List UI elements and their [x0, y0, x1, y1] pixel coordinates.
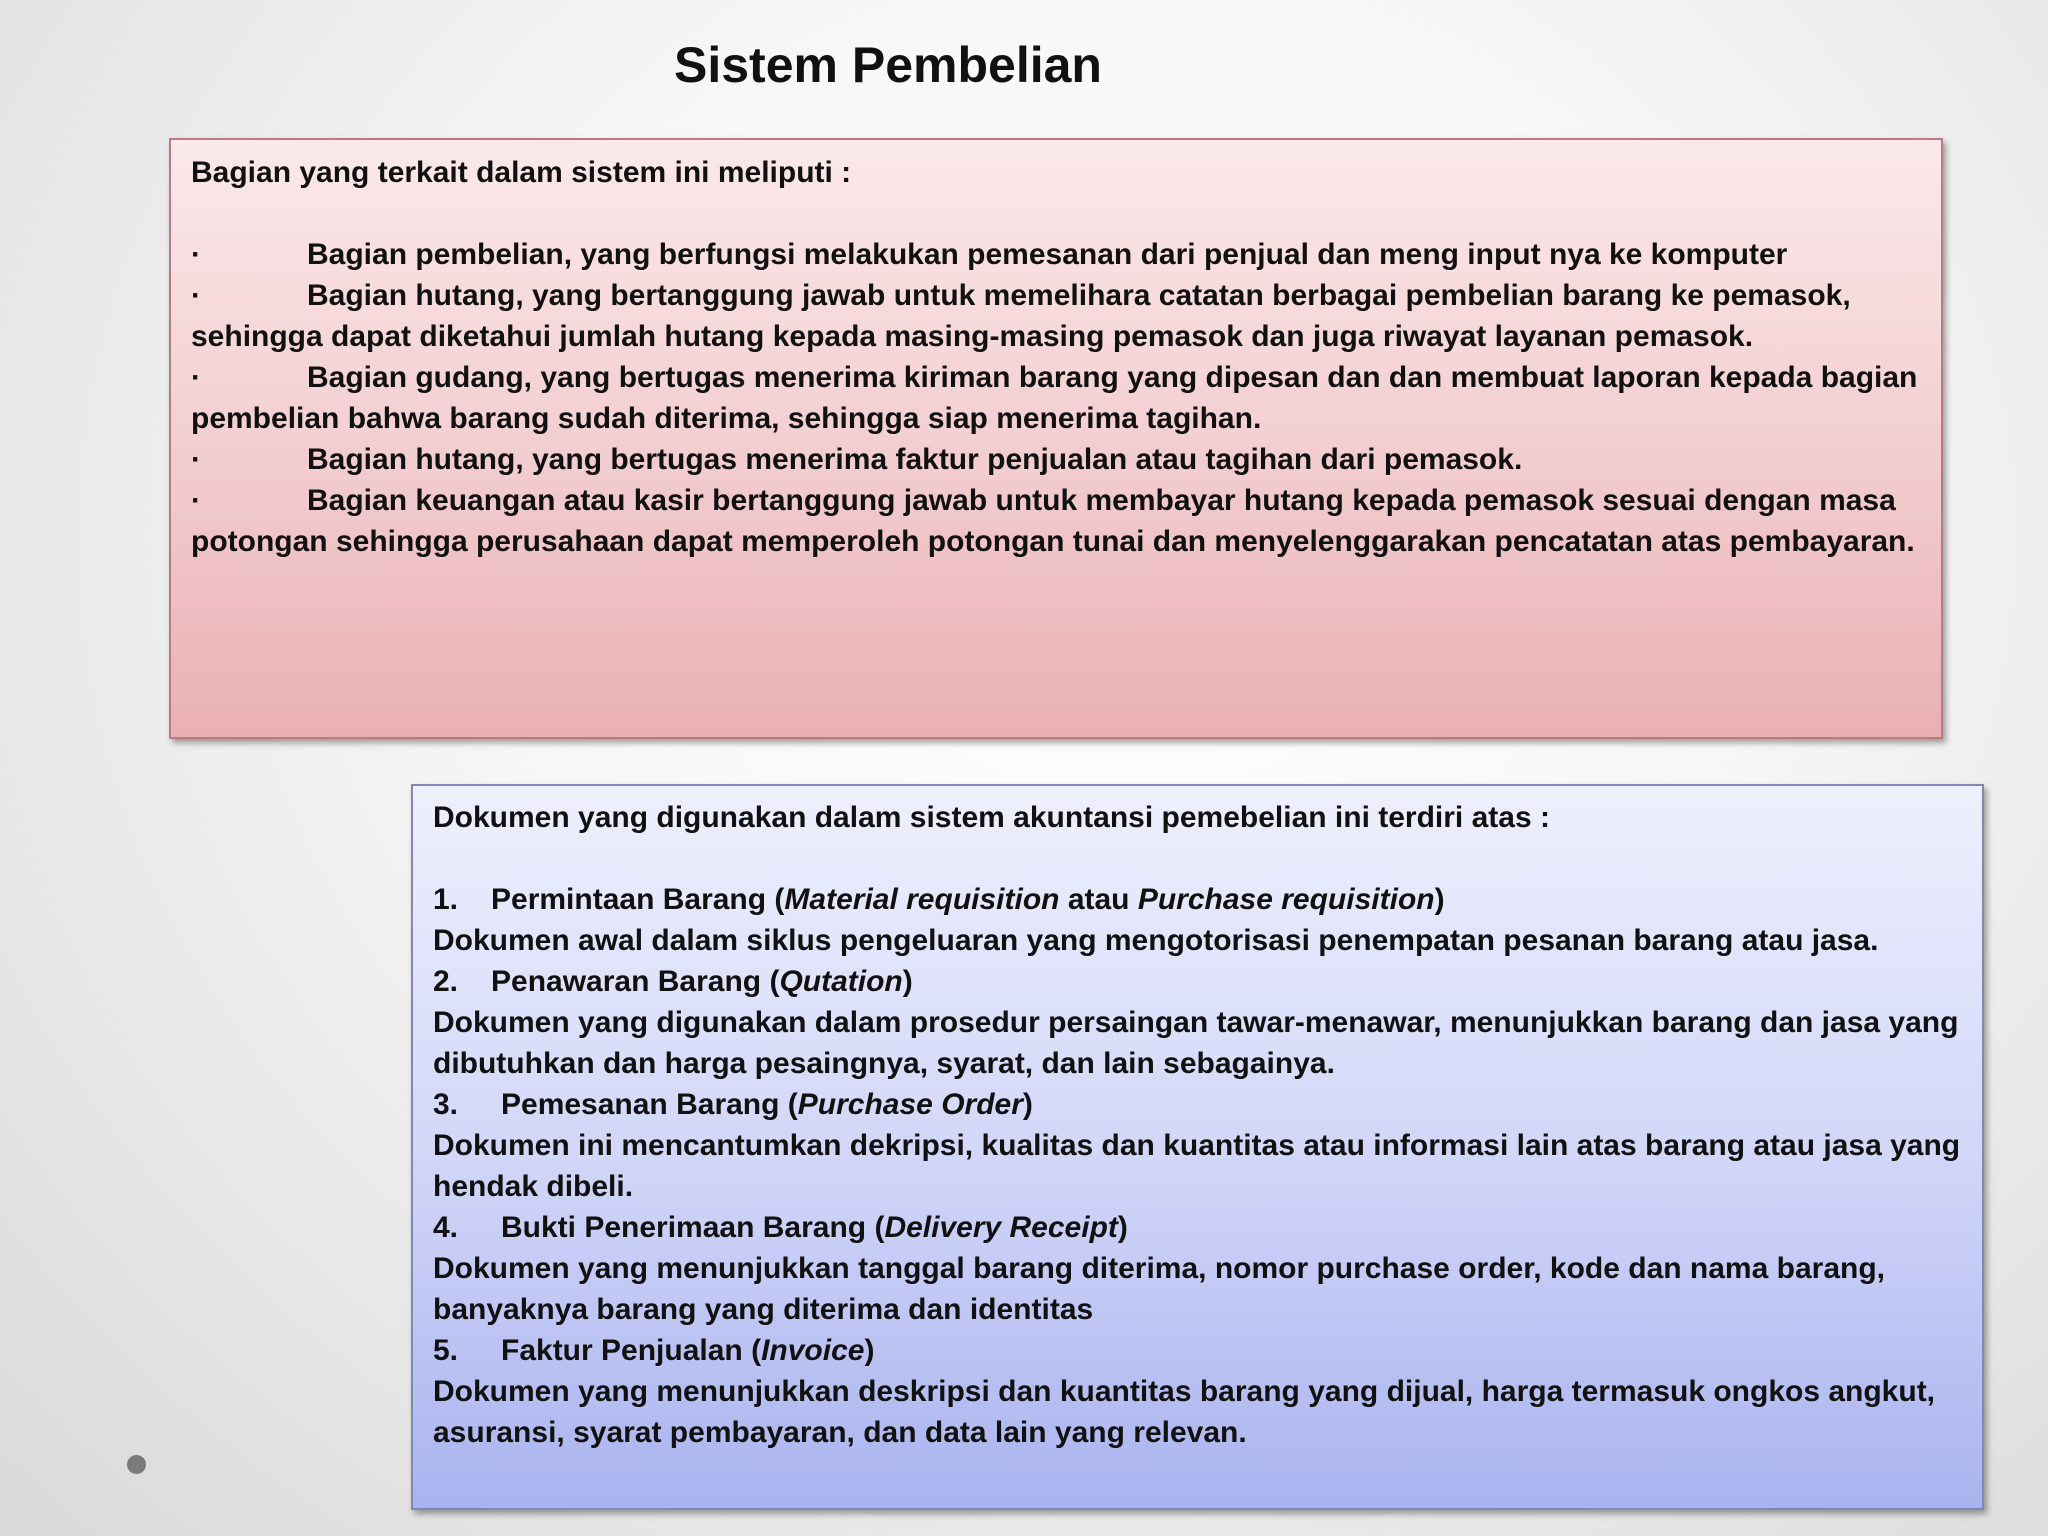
dokumen-item-title: [433, 1207, 1962, 1248]
bagian-item-text: Bagian hutang, yang bertanggung jawab untuk memelihara catatan berbagai pembelian barang ke pemasok, sehingga dapat diketahui jumlah hutang kepada masing-masing pemasok dan juga riwayat layanan pemasok.: [191, 279, 1851, 353]
item-title-text: Bukti Penerimaan Barang (: [501, 1211, 885, 1244]
dokumen-item-title: [433, 1084, 1962, 1125]
item-title-text: Faktur Penjualan (: [501, 1334, 762, 1367]
dokumen-item-title: [433, 879, 1962, 920]
bagian-item: [191, 439, 1921, 480]
spacer: [433, 838, 1962, 879]
item-title-text: ): [902, 965, 913, 998]
item-title-text: ): [1117, 1211, 1128, 1244]
item-title-text: ): [864, 1334, 875, 1367]
item-title-italic: Delivery Receipt: [884, 1211, 1118, 1244]
item-number: 1.: [433, 883, 459, 916]
slide-nav-dot-icon[interactable]: [127, 1455, 146, 1474]
bullet-icon: ·: [191, 443, 201, 476]
item-title-text: ): [1434, 883, 1445, 916]
item-title-italic: Purchase requisition: [1137, 883, 1435, 916]
bagian-item: [191, 234, 1921, 275]
bagian-item: [191, 480, 1921, 562]
item-title-italic: Material requisition: [784, 883, 1060, 916]
dokumen-box: [411, 784, 1984, 1510]
bullet-icon: ·: [191, 484, 201, 517]
item-title-text: ): [1022, 1088, 1033, 1121]
item-number: 5.: [433, 1334, 459, 1367]
dokumen-item-title: [433, 1330, 1962, 1371]
bullet-icon: ·: [191, 279, 201, 312]
bagian-item-text: Bagian hutang, yang bertugas menerima faktur penjualan atau tagihan dari pemasok.: [307, 443, 1523, 476]
dokumen-item-description: Dokumen yang menunjukkan deskripsi dan kuantitas barang yang dijual, harga termasuk ongkos angkut, asuransi, syarat pembayaran, dan data lain yang relevan.: [433, 1375, 1936, 1449]
bullet-icon: ·: [191, 238, 201, 271]
dokumen-intro: Dokumen yang digunakan dalam sistem akuntansi pemebelian ini terdiri atas :: [433, 801, 1550, 834]
item-title-italic: Purchase Order: [797, 1088, 1023, 1121]
item-title-text: Pemesanan Barang (: [501, 1088, 798, 1121]
item-title-italic: Qutation: [779, 965, 903, 998]
bagian-box: [169, 138, 1943, 739]
item-number: 3.: [433, 1088, 459, 1121]
item-number: 2.: [433, 965, 459, 998]
item-title-italic: Invoice: [761, 1334, 865, 1367]
item-title-text: Penawaran Barang (: [491, 965, 780, 998]
slide-title: Sistem Pembelian: [674, 37, 1102, 93]
bagian-item-text: Bagian pembelian, yang berfungsi melakukan pemesanan dari penjual dan meng input nya ke komputer: [307, 238, 1788, 271]
item-title-text: atau: [1059, 883, 1138, 916]
dokumen-item-description: Dokumen ini mencantumkan dekripsi, kualitas dan kuantitas atau informasi lain atas barang atau jasa yang hendak dibeli.: [433, 1129, 1961, 1203]
dokumen-item-description: Dokumen yang menunjukkan tanggal barang diterima, nomor purchase order, kode dan nama barang, banyaknya barang yang diterima dan identitas: [433, 1252, 1885, 1326]
spacer: [191, 193, 1921, 234]
bagian-item-text: Bagian keuangan atau kasir bertanggung jawab untuk membayar hutang kepada pemasok sesuai dengan masa potongan sehingga perusahaan dapat memperoleh potongan tunai dan menyelenggarakan pencatatan atas pembayaran.: [191, 484, 1915, 558]
bagian-item-text: Bagian gudang, yang bertugas menerima kiriman barang yang dipesan dan dan membuat laporan kepada bagian pembelian bahwa barang sudah diterima, sehingga siap menerima tagihan.: [191, 361, 1918, 435]
item-number: 4.: [433, 1211, 459, 1244]
bagian-item: [191, 275, 1921, 357]
bagian-item: [191, 357, 1921, 439]
bagian-intro: Bagian yang terkait dalam sistem ini meliputi :: [191, 156, 852, 189]
bullet-icon: ·: [191, 361, 201, 394]
dokumen-item-description: Dokumen yang digunakan dalam prosedur persaingan tawar-menawar, menunjukkan barang dan jasa yang dibutuhkan dan harga pesaingnya, syarat, dan lain sebagainya.: [433, 1006, 1959, 1080]
dokumen-item-description: Dokumen awal dalam siklus pengeluaran yang mengotorisasi penempatan pesanan barang atau jasa.: [433, 924, 1879, 957]
dokumen-item-title: [433, 961, 1962, 1002]
item-title-text: Permintaan Barang (: [491, 883, 785, 916]
